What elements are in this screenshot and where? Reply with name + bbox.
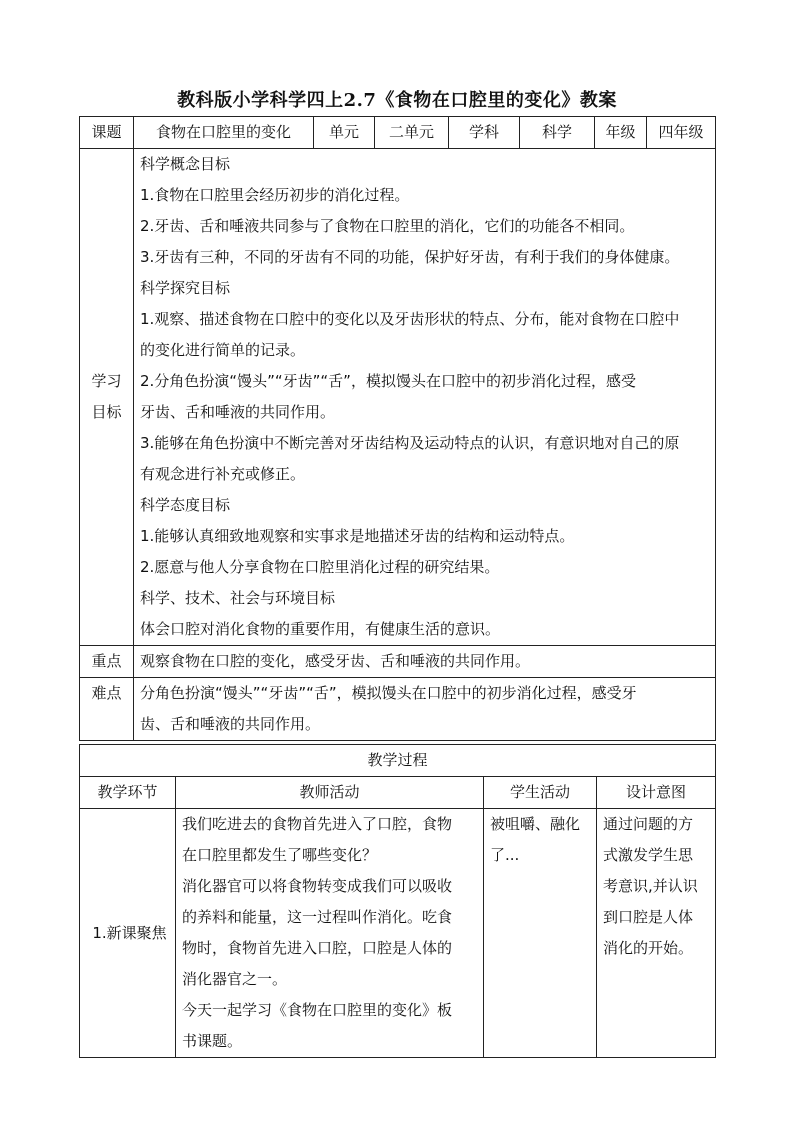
grade-value: 四年级 xyxy=(647,117,716,149)
subject-label: 学科 xyxy=(449,117,520,149)
teacher-line: 的养料和能量，这一过程叫作消化。吃食 xyxy=(182,908,453,926)
goal-line: 1.食物在口腔里会经历初步的消化过程。 xyxy=(140,186,410,204)
goals-label-line: 学习 xyxy=(91,372,122,390)
process-heading-row xyxy=(80,745,716,777)
goal-line: 的变化进行简单的记录。 xyxy=(140,341,306,359)
stage-cell: 1.新课聚焦 xyxy=(80,809,176,1058)
topic-label: 课题 xyxy=(80,117,134,149)
goal-line: 科学概念目标 xyxy=(140,155,231,173)
goal-line: 3.牙齿有三种，不同的牙齿有不同的功能，保护好牙齿，有利于我们的身体健康。 xyxy=(140,248,680,266)
process-header-row xyxy=(80,777,716,809)
info-row xyxy=(80,117,716,149)
key-point-label: 重点 xyxy=(80,646,134,678)
subject-value: 科学 xyxy=(520,117,595,149)
key-point-text: 观察食物在口腔的变化，感受牙齿、舌和唾液的共同作用。 xyxy=(134,646,716,678)
column-header: 学生活动 xyxy=(484,777,597,809)
teacher-line: 在口腔里都发生了哪些变化？ xyxy=(182,846,378,864)
grade-label: 年级 xyxy=(595,117,647,149)
goal-line: 有观念进行补充或修正。 xyxy=(140,465,306,483)
intent-line: 到口腔是人体 xyxy=(603,908,694,926)
teacher-line: 我们吃进去的食物首先进入了口腔，食物 xyxy=(182,815,453,833)
goal-line: 牙齿、舌和唾液的共同作用。 xyxy=(140,403,336,421)
goal-line: 2.愿意与他人分享食物在口腔里消化过程的研究结果。 xyxy=(140,558,500,576)
student-line: 被咀嚼、融化 xyxy=(490,815,581,833)
intent-line: 式激发学生思 xyxy=(603,846,694,864)
topic-value: 食物在口腔里的变化 xyxy=(134,117,314,149)
difficulty-line: 分角色扮演“馒头”“牙齿”“舌”，模拟馒头在口腔中的初步消化过程，感受牙 xyxy=(140,684,637,702)
unit-label: 单元 xyxy=(314,117,375,149)
unit-value: 二单元 xyxy=(375,117,449,149)
column-header: 教学环节 xyxy=(80,777,176,809)
process-row xyxy=(80,809,716,1058)
student-activity-cell xyxy=(484,809,597,1058)
intent-line: 通过问题的方 xyxy=(603,815,694,833)
intent-line: 消化的开始。 xyxy=(603,939,694,957)
column-header: 设计意图 xyxy=(597,777,716,809)
goal-line: 2.牙齿、舌和唾液共同参与了食物在口腔里的消化，它们的功能各不相同。 xyxy=(140,217,635,235)
difficulty-line: 齿、舌和唾液的共同作用。 xyxy=(140,715,321,733)
teacher-line: 书课题。 xyxy=(182,1032,243,1050)
goal-line: 1.观察、描述食物在口腔中的变化以及牙齿形状的特点、分布，能对食物在口腔中 xyxy=(140,310,680,328)
goal-line: 3.能够在角色扮演中不断完善对牙齿结构及运动特点的认识，有意识地对自己的原 xyxy=(140,434,680,452)
page-title: 教科版小学科学四上2.7《食物在口腔里的变化》教案 xyxy=(177,90,617,111)
intent-line: 考意识,并认识 xyxy=(603,877,698,895)
teacher-line: 消化器官之一。 xyxy=(182,970,288,988)
difficulty-label: 难点 xyxy=(80,678,134,741)
key-point-row xyxy=(80,646,716,678)
goal-line: 科学态度目标 xyxy=(140,496,231,514)
goals-label xyxy=(80,149,134,646)
process-heading: 教学过程 xyxy=(80,745,716,777)
goal-line: 科学探究目标 xyxy=(140,279,231,297)
lesson-info-table xyxy=(79,116,716,741)
teacher-activity-cell xyxy=(176,809,484,1058)
goal-line: 1.能够认真细致地观察和实事求是地描述牙齿的结构和运动特点。 xyxy=(140,527,575,545)
difficulty-row xyxy=(80,678,716,741)
difficulty-text xyxy=(134,678,716,741)
teacher-line: 今天一起学习《食物在口腔里的变化》板 xyxy=(182,1001,453,1019)
goal-line: 科学、技术、社会与环境目标 xyxy=(140,589,336,607)
column-header: 教师活动 xyxy=(176,777,484,809)
teaching-process-table xyxy=(79,744,716,1058)
design-intent-cell xyxy=(597,809,716,1058)
goals-content xyxy=(134,149,716,646)
goals-label-line: 目标 xyxy=(91,403,122,421)
goals-row xyxy=(80,149,716,646)
goal-line: 2.分角色扮演“馒头”“牙齿”“舌”，模拟馒头在口腔中的初步消化过程，感受 xyxy=(140,372,636,390)
teacher-line: 物时，食物首先进入口腔，口腔是人体的 xyxy=(182,939,453,957)
student-line: 了... xyxy=(490,846,520,864)
goal-line: 体会口腔对消化食物的重要作用，有健康生活的意识。 xyxy=(140,620,501,638)
teacher-line: 消化器官可以将食物转变成我们可以吸收 xyxy=(182,877,453,895)
